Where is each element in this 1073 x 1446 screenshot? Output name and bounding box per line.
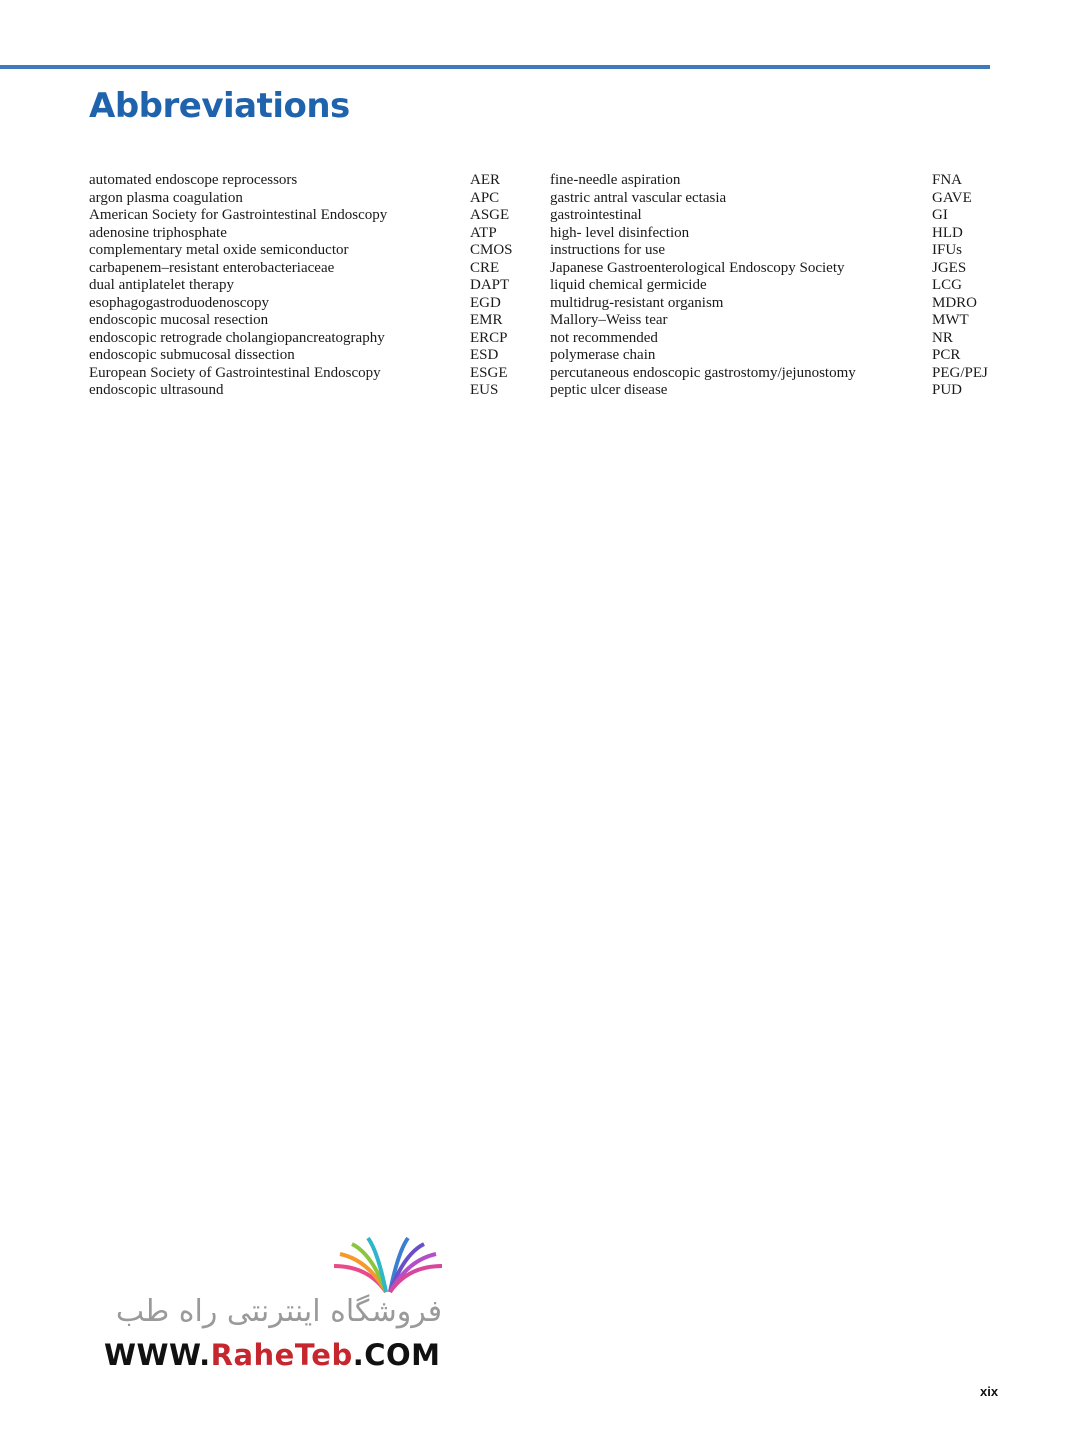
abbreviation-row [89,365,529,383]
abbreviation-term: Japanese Gastroenterological Endoscopy Society [550,259,845,276]
watermark-url-brand: RaheTeb [210,1338,353,1372]
abbreviation-code: AER [470,172,500,188]
abbreviation-row [550,365,1000,383]
abbreviation-code: JGES [932,259,967,276]
abbreviation-code: GI [932,207,948,223]
abbreviation-term: esophagogastroduodenoscopy [89,294,269,311]
abbreviation-row [550,190,1000,208]
abbreviation-term: percutaneous endoscopic gastrostomy/jejunostomy [550,364,856,381]
abbreviation-term: gastrointestinal [550,207,642,223]
abbreviation-code: CRE [470,259,500,276]
abbreviation-term: endoscopic retrograde cholangiopancreatography [89,329,385,346]
abbreviation-code: PUD [932,382,963,398]
abbreviation-list-right [550,172,1000,400]
abbreviation-term: adenosine triphosphate [89,224,227,241]
abbreviation-code: CMOS [470,242,513,258]
abbreviation-term: fine-needle aspiration [550,172,681,188]
abbreviation-row [550,382,1000,400]
abbreviation-code: APC [470,189,500,206]
abbreviation-code: FNA [932,172,963,188]
open-book-logo-icon [328,1236,448,1296]
abbreviation-row [550,225,1000,243]
abbreviation-term: argon plasma coagulation [89,189,243,206]
abbreviation-row [89,277,529,295]
page-title: Abbreviations [89,86,350,126]
abbreviation-code: PEG/PEJ [932,364,988,381]
abbreviation-term: endoscopic ultrasound [89,382,224,398]
abbreviation-row [550,330,1000,348]
abbreviation-term: gastric antral vascular ectasia [550,189,727,206]
abbreviation-row [89,382,529,400]
abbreviation-code: EGD [470,294,501,311]
abbreviation-code: HLD [932,224,963,241]
abbreviation-term: automated endoscope reprocessors [89,172,298,188]
abbreviation-row [89,295,529,313]
abbreviation-list-left [89,172,529,400]
abbreviation-term: high- level disinfection [550,224,690,241]
abbreviation-code: EUS [470,382,499,398]
abbreviation-code: ESD [470,347,499,363]
abbreviation-row [550,347,1000,365]
abbreviation-term: instructions for use [550,242,665,258]
abbreviation-code: ATP [470,224,497,241]
watermark-url-suffix: .COM [352,1338,441,1372]
abbreviation-term: multidrug-resistant organism [550,294,724,311]
abbreviation-term: not recommended [550,329,658,346]
abbreviation-row [89,312,529,330]
abbreviation-code: NR [932,329,953,346]
abbreviation-row [89,207,529,225]
abbreviation-row [550,277,1000,295]
abbreviation-term: carbapenem–resistant enterobacteriaceae [89,259,335,276]
abbreviation-code: ESGE [470,364,508,381]
page-number: xix [980,1384,999,1399]
abbreviation-row [89,225,529,243]
abbreviation-term: peptic ulcer disease [550,382,668,398]
abbreviation-row [550,295,1000,313]
abbreviation-term: dual antiplatelet therapy [89,277,234,293]
abbreviation-code: IFUs [932,242,963,258]
abbreviation-term: endoscopic mucosal resection [89,312,269,328]
abbreviation-term: American Society for Gastrointestinal Endoscopy [89,207,388,223]
header-rule [0,65,990,69]
abbreviation-code: PCR [932,347,961,363]
watermark-url [104,1338,454,1372]
abbreviation-term: endoscopic submucosal dissection [89,347,295,363]
abbreviation-code: DAPT [470,277,510,293]
abbreviation-term: polymerase chain [550,347,656,363]
abbreviation-row [550,242,1000,260]
abbreviation-code: ASGE [470,207,510,223]
abbreviation-row [550,312,1000,330]
abbreviation-row [550,207,1000,225]
watermark-persian-text: فروشگاه اینترنتی راه طب [115,1294,443,1329]
abbreviation-code: GAVE [932,189,972,206]
abbreviation-row [89,347,529,365]
abbreviation-row [550,260,1000,278]
abbreviation-row [89,190,529,208]
abbreviation-term: complementary metal oxide semiconductor [89,242,349,258]
abbreviation-row [89,172,529,190]
abbreviation-term: liquid chemical germicide [550,277,707,293]
abbreviation-code: MDRO [932,294,978,311]
watermark-url-prefix: WWW. [104,1338,211,1372]
abbreviation-row [89,242,529,260]
abbreviation-term: Mallory–Weiss tear [550,312,668,328]
abbreviation-code: MWT [932,312,969,328]
abbreviation-code: ERCP [470,329,508,346]
abbreviation-code: EMR [470,312,503,328]
abbreviation-row [89,260,529,278]
abbreviation-row [550,172,1000,190]
abbreviation-row [89,330,529,348]
rahetab-watermark [104,1232,454,1377]
abbreviation-term: European Society of Gastrointestinal Endoscopy [89,364,381,381]
abbreviation-code: LCG [932,277,962,293]
